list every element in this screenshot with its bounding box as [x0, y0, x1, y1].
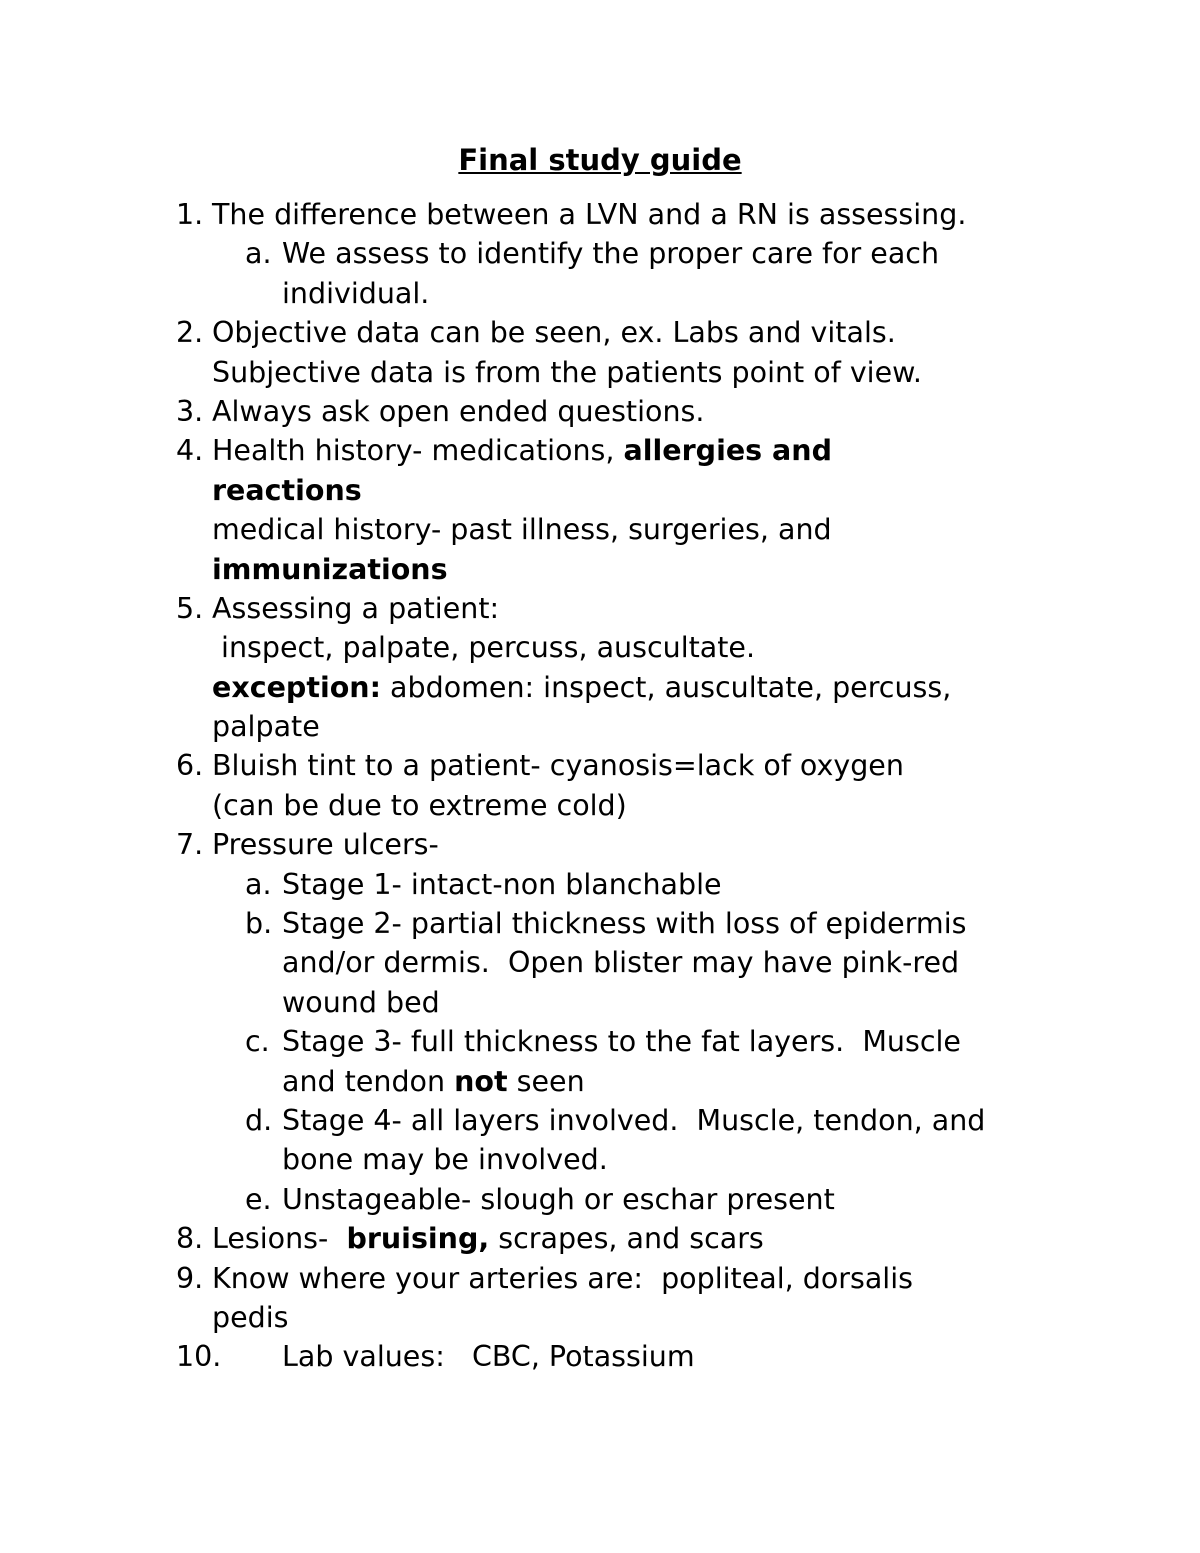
list-item-continuation: [0, 668, 1200, 707]
sub-item-text: Stage 1- intact-non blanchable: [282, 867, 722, 901]
sub-item-text: and/or dermis. Open blister may have pink-red: [282, 946, 960, 980]
list-item-continuation: [0, 510, 1200, 549]
item-number: 8.: [176, 1222, 204, 1256]
item-text: palpate: [212, 710, 320, 744]
list-item: [0, 1259, 1200, 1298]
sub-list-item-continuation: [0, 983, 1200, 1022]
item-text: inspect, palpate, percuss, auscultate.: [212, 631, 756, 665]
item-text: (can be due to extreme cold): [212, 788, 627, 822]
list-item: [0, 825, 1200, 864]
list-item: [0, 1219, 1200, 1258]
item-text: Assessing a patient:: [212, 591, 500, 625]
sub-list-item-continuation: [0, 1062, 1200, 1101]
list-item-continuation: [0, 707, 1200, 746]
sub-item-letter: e.: [245, 1182, 272, 1216]
sub-list-item: [0, 904, 1200, 943]
sub-item-text: We assess to identify the proper care for each: [282, 237, 940, 271]
item-text-bold: reactions: [212, 473, 362, 507]
sub-item-text: Unstageable- slough or eschar present: [282, 1182, 835, 1216]
sub-item-text: Stage 4- all layers involved. Muscle, tendon, and: [282, 1103, 986, 1137]
study-guide-list: [0, 195, 1200, 1377]
sub-list-item: [0, 1022, 1200, 1061]
list-item-continuation: [0, 471, 1200, 510]
document-title: Final study guide: [458, 143, 742, 177]
item-number: 2.: [176, 316, 204, 350]
sub-item-letter: a.: [245, 237, 272, 271]
item-text: Lab values: CBC, Potassium: [282, 1340, 695, 1374]
list-item: [0, 431, 1200, 470]
list-item: [0, 195, 1200, 234]
item-text-plain: abdomen: inspect, auscultate, percuss,: [381, 670, 952, 704]
item-text: pedis: [212, 1300, 289, 1334]
list-item-continuation: [0, 353, 1200, 392]
item-number: 10.: [176, 1340, 222, 1374]
item-text-bold: immunizations: [212, 552, 448, 586]
sub-item-text: [282, 1062, 585, 1101]
sub-item-letter: d.: [245, 1103, 273, 1137]
list-item-continuation: [0, 628, 1200, 667]
sub-list-item-continuation: [0, 1140, 1200, 1179]
list-item: [0, 1337, 1200, 1376]
item-text-plain: and tendon: [282, 1064, 455, 1098]
list-item-continuation: [0, 786, 1200, 825]
list-item: [0, 746, 1200, 785]
item-text: Bluish tint to a patient- cyanosis=lack of oxygen: [212, 749, 904, 783]
item-number: 4.: [176, 434, 204, 468]
sub-item-text: bone may be involved.: [282, 1143, 608, 1177]
sub-item-text: Stage 2- partial thickness with loss of epidermis: [282, 907, 967, 941]
item-number: 5.: [176, 591, 204, 625]
item-text: medical history- past illness, surgeries, and: [212, 513, 832, 547]
item-number: 3.: [176, 394, 204, 428]
list-item-continuation: [0, 550, 1200, 589]
item-text-plain: scrapes, and scars: [489, 1222, 764, 1256]
item-text-bold: not: [454, 1064, 508, 1098]
item-text: Always ask open ended questions.: [212, 394, 705, 428]
item-text-bold: bruising,: [346, 1222, 490, 1256]
sub-list-item: [0, 1101, 1200, 1140]
item-text-bold: allergies and: [623, 434, 832, 468]
sub-list-item: [0, 234, 1200, 273]
item-text: [212, 1219, 764, 1258]
item-text: Subjective data is from the patients point of view.: [212, 355, 922, 389]
item-text: Pressure ulcers-: [212, 828, 439, 862]
item-text-plain: seen: [507, 1064, 585, 1098]
item-text-plain: Health history- medications,: [212, 434, 624, 468]
list-item: [0, 392, 1200, 431]
sub-item-text: individual.: [282, 276, 430, 310]
sub-item-letter: c.: [245, 1025, 270, 1059]
item-number: 9.: [176, 1261, 204, 1295]
item-text: Know where your arteries are: popliteal, dorsalis: [212, 1261, 913, 1295]
sub-list-item: [0, 865, 1200, 904]
item-number: 6.: [176, 749, 204, 783]
sub-item-letter: b.: [245, 907, 273, 941]
item-text: Objective data can be seen, ex. Labs and vitals.: [212, 316, 896, 350]
item-number: 1.: [176, 198, 204, 231]
list-item: [0, 589, 1200, 628]
item-text: [212, 668, 951, 707]
item-text-bold: exception:: [212, 670, 381, 704]
sub-item-text: wound bed: [282, 985, 440, 1019]
sub-list-item: [0, 1180, 1200, 1219]
sub-list-item-continuation: [0, 943, 1200, 982]
list-item: [0, 313, 1200, 352]
item-text: The difference between a LVN and a RN is assessing.: [212, 198, 967, 231]
item-text: [212, 431, 832, 470]
item-text-plain: Lesions-: [212, 1222, 347, 1256]
sub-item-letter: a.: [245, 867, 272, 901]
item-number: 7.: [176, 828, 204, 862]
sub-list-item-continuation: [0, 274, 1200, 313]
sub-item-text: Stage 3- full thickness to the fat layers. Muscle: [282, 1025, 961, 1059]
list-item-continuation: [0, 1298, 1200, 1337]
